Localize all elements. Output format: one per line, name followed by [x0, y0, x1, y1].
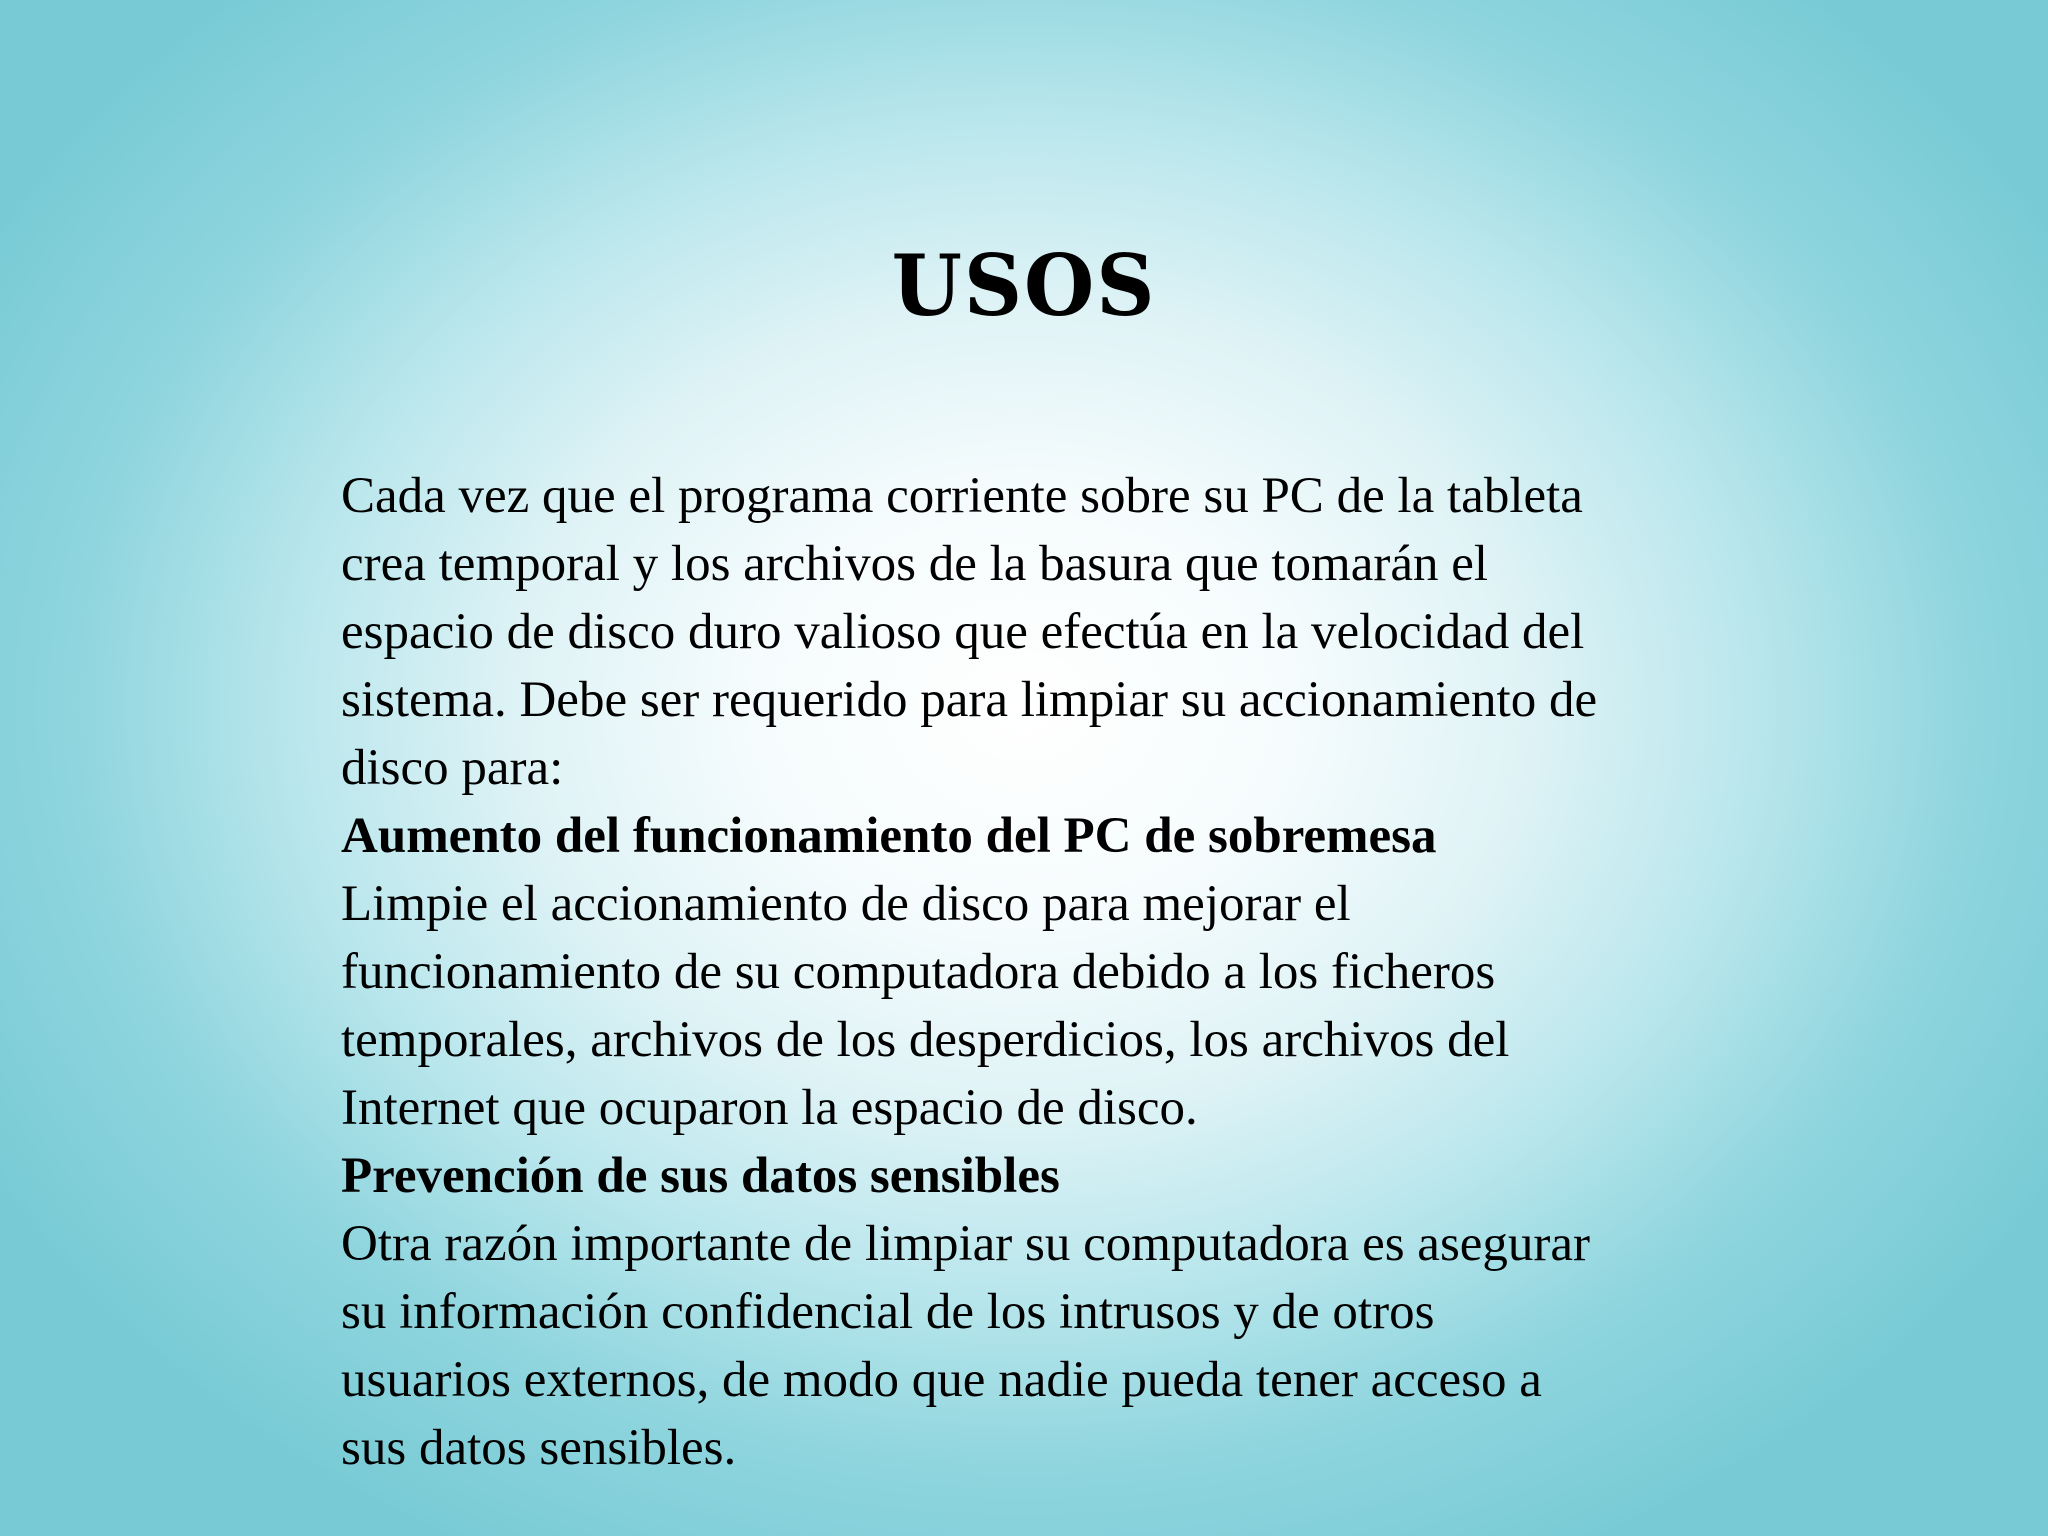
paragraph-2-line-4: Internet que ocuparon la espacio de disco. — [341, 1080, 1198, 1136]
heading-desktop-performance: Aumento del funcionamiento del PC de sobremesa — [341, 808, 1437, 864]
paragraph-3-line-4: sus datos sensibles. — [341, 1420, 737, 1476]
paragraph-1-line-1: Cada vez que el programa corriente sobre su PC de la tableta — [341, 468, 1583, 524]
paragraph-1-line-5: disco para: — [341, 740, 564, 796]
slide-body — [341, 462, 1761, 1482]
paragraph-2-line-3: temporales, archivos de los desperdicios, los archivos del — [341, 1012, 1510, 1068]
paragraph-1-line-2: crea temporal y los archivos de la basura que tomarán el — [341, 536, 1489, 592]
paragraph-3-line-1: Otra razón importante de limpiar su computadora es asegurar — [341, 1216, 1591, 1272]
paragraph-1-line-3: espacio de disco duro valioso que efectúa en la velocidad del — [341, 604, 1585, 660]
slide-title: USOS — [891, 236, 1157, 335]
paragraph-2-line-2: funcionamiento de su computadora debido a los ficheros — [341, 944, 1496, 1000]
paragraph-1-line-4: sistema. Debe ser requerido para limpiar su accionamiento de — [341, 672, 1598, 728]
heading-sensitive-data: Prevención de sus datos sensibles — [341, 1148, 1060, 1204]
paragraph-2-line-1: Limpie el accionamiento de disco para mejorar el — [341, 876, 1351, 932]
paragraph-3-line-3: usuarios externos, de modo que nadie pueda tener acceso a — [341, 1352, 1542, 1408]
paragraph-3-line-2: su información confidencial de los intrusos y de otros — [341, 1284, 1435, 1340]
